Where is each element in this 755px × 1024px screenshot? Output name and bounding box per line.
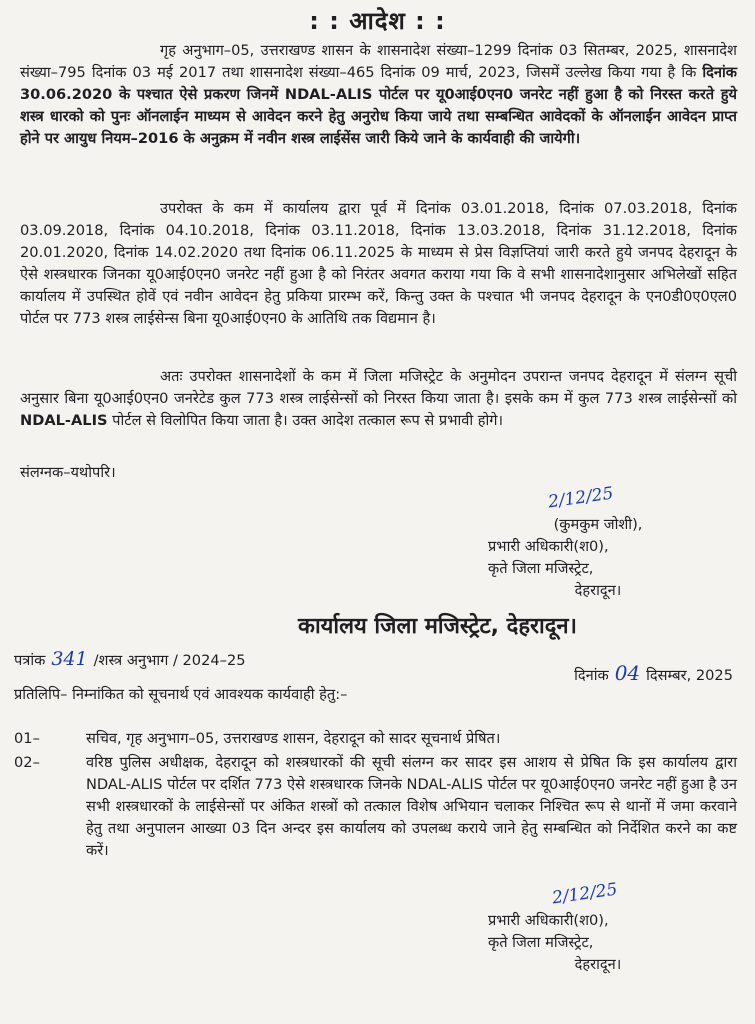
signatory-for: कृते जिला मजिस्ट्रेट, [488, 934, 594, 951]
paragraph-1-bold-b: को निरस्त करते हुये शस्त्र धारको को पुनः ऑनलाईन माध्यम से आवेदन करने हेतु अनुरोध किया जाये तथा सम्बन्धित आवेदकों के ऑनलाईन आवेदन प्राप्त होने पर आयुध नियम–2016 के अनुक्रम में नवीन शस्त्र लाईसेंस जारी किये जाने के कार्यवाही की जायेगी। [20, 86, 737, 147]
handwritten-initials-1: 2/12/25 [546, 483, 615, 513]
signatory-place: देहरादून। [574, 582, 622, 599]
paragraph-3-text-b: पोर्टल से विलोपित किया जाता है। उक्त आदेश तत्काल रूप से प्रभावी होगे। [112, 412, 504, 429]
paragraph-3 [20, 366, 737, 454]
paragraph-1 [20, 40, 737, 208]
office-title: कार्यालय जिला मजिस्ट्रेट, देहरादून। [298, 614, 577, 639]
signatory-for: कृते जिला मजिस्ट्रेट, [488, 560, 594, 577]
handwritten-initials-2: 2/12/25 [550, 879, 619, 909]
signatory-designation: प्रभारी अधिकारी(श0), [488, 912, 609, 929]
date-month-year: दिसम्बर, 2025 [646, 667, 733, 684]
reference-line [14, 648, 246, 670]
enclosure-note: संलग्नक–यथोपरि। [20, 464, 116, 481]
paragraph-1-bold-a: दिनांक 30.06.2020 के पश्चात ऐसे प्रकरण जिनमें NDAL-ALIS पोर्टल पर यू0आई0एन0 जनरेट नहीं हुआ है [20, 64, 738, 103]
order-title: : : आदेश : : [309, 7, 446, 35]
reference-label: पत्रांक [14, 652, 46, 669]
copy-item [14, 752, 737, 862]
paragraph-2: उपरोक्त के कम में कार्यालय द्वारा पूर्व में दिनांक 03.01.2018, दिनांक 07.03.2018, दिनांक 03.09.2018, दिनांक 04.10.2018, दिनांक 03.11.2018, दिनांक 13.03.2018, दिनांक 31.12.2018, दिनांक 20.01.2020, दिनांक 14.02.2020 तथा दिनांक 06.11.2025 के माध्यम से प्रेस विज्ञप्तियां जारी करते हुये जनपद देहरादून के ऐसे शस्त्रधारक जिनका यू0आई0एन0 जनरेट नहीं हुआ है को निरंतर अवगत कराया गया कि वे सभी शासनादेशानुसार अभिलेखों सहित कार्यालय में उपस्थित होवें एवं नवीन आवेदन हेतु प्रकिया प्रारम्भ करें, किन्तु उक्त के पश्चात भी जनपद देहरादून के एन0डी0ए0एल0 पोर्टल पर 773 शस्त्र लाईसेन्स बिना यू0आई0एन0 के आतिथि तक विद्यमान है। [20, 200, 737, 327]
signatory-designation: प्रभारी अधिकारी(श0), [488, 538, 609, 555]
office-heading [0, 610, 755, 640]
signatory-name: (कुमकुम जोशी), [553, 516, 643, 533]
copy-item-number: 02– [14, 754, 40, 771]
signature-block-2 [488, 910, 708, 976]
signatory-place: देहरादून। [574, 956, 622, 973]
paragraph-3-bold: NDAL-ALIS [20, 412, 108, 429]
copy-to-line: प्रतिलिपि– निम्नांकित को सूचनार्थ एवं आवश्यक कार्यवाही हेतु:– [14, 686, 348, 703]
paragraph-1-text: गृह अनुभाग–05, उत्तराखण्ड शासन के शासनादेश संख्या–1299 दिनांक 03 सितम्बर, 2025, शासनादेश संख्या–795 दिनांक 03 मई 2017 तथा शासनादेश संख्या–465 दिनांक 09 मार्च, 2023, जिसमें उल्लेख किया गया है कि [20, 42, 737, 81]
date-line [574, 661, 733, 685]
paragraph-3-text-a: अतः उपरोक्त शासनादेशों के कम में जिला मजिस्ट्रेट के अनुमोदन उपरान्त जनपद देहरादून में संलग्न सूची अनुसार बिना यू0आई0एन0 जनरेटेड कुल 773 शस्त्र लाईसेन्सों को निरस्त किया जाता है। इसके कम में कुल 773 शस्त्र लाईसेन्सों को [20, 368, 737, 407]
reference-section: /शस्त्र अनुभाग / 2024–25 [93, 652, 246, 669]
signature-block-1 [488, 514, 708, 602]
copy-item-number: 01– [14, 730, 40, 747]
copy-item-text: वरिष्ठ पुलिस अधीक्षक, देहरादून को शस्त्रधारकों की सूची संलग्न कर सादर इस आशय से प्रेषित कि इस कार्यालय द्वारा NDAL-ALIS पोर्टल पर दर्शित 773 ऐसे शस्त्रधारक जिनके NDAL-ALIS पोर्टल पर यू0आई0एन0 जनरेट नहीं हुआ है उन सभी शस्त्रधारकों के लाईसेन्सों पर अंकित शस्त्रों को तत्काल विशेष अभियान चलाकर निश्चित रूप से थानों में जमा करवाने हेतु तथा अनुपालन आख्या 03 दिन अन्दर इस कार्यालय को उपलब्ध कराये जाने हेतु सम्बन्धित को निर्देशित करने का कष्ट करें। [86, 754, 738, 859]
copy-item-text: सचिव, गृह अनुभाग–05, उत्तराखण्ड शासन, देहरादून को सादर सूचनार्थ प्रेषित। [86, 730, 501, 747]
date-day: 04 [614, 661, 641, 685]
reference-number: 341 [51, 648, 88, 670]
date-label: दिनांक [574, 667, 609, 684]
copy-item [14, 728, 737, 750]
